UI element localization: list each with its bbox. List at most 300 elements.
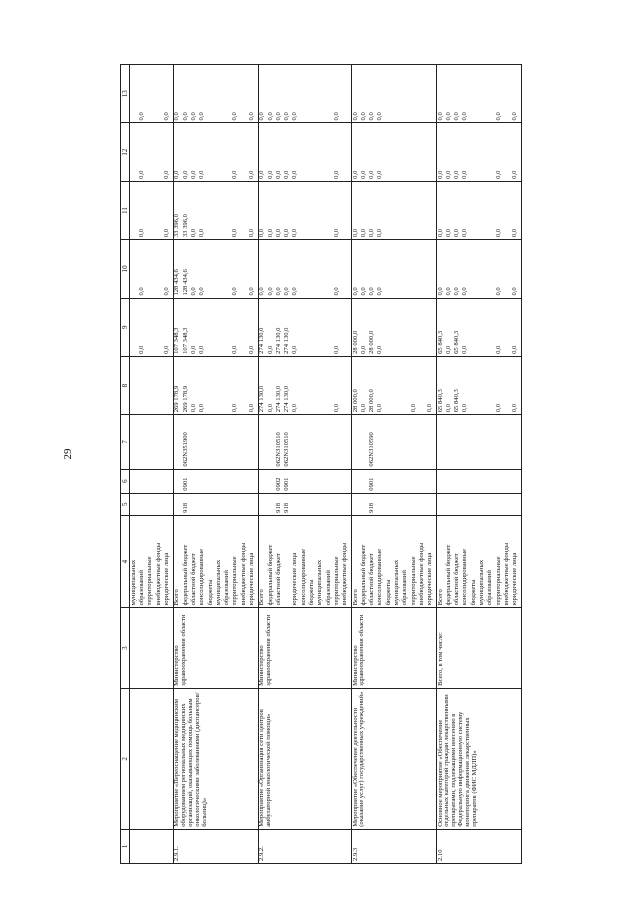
- code-cell-grbs-line: [479, 496, 487, 513]
- code-cell-grbs-line: [512, 496, 520, 513]
- amount-cell-c9-line: [427, 301, 435, 354]
- amount-cell-c9-line: 0,0: [138, 345, 146, 354]
- funding-source-cell-line: Всего: [351, 589, 359, 606]
- code-cell-grbs-line: 918: [274, 502, 282, 513]
- code-cell-grbs-line: [249, 496, 257, 513]
- amount-cell-c12-line: 0,0: [258, 170, 266, 179]
- amount-cell-c8: [437, 356, 522, 414]
- amount-cell-c13-line: [216, 67, 224, 120]
- amount-cell-c8-line: 269 178,9: [173, 385, 181, 413]
- amount-cell-c9-line: [216, 301, 224, 354]
- code-cell-csr-line: [471, 417, 479, 466]
- amount-cell-c12-line: 0,0: [436, 170, 444, 179]
- code-cell-rzpr: [352, 469, 437, 493]
- amount-cell-c11-line: 0,0: [511, 228, 519, 238]
- funding-source-cell-line: внебюджетные фонды: [239, 542, 247, 606]
- amount-cell-c8-line: 274 130,0: [274, 385, 282, 413]
- funding-source-cell-line: муниципальных: [316, 559, 324, 606]
- amount-cell-c10-line: 0,0: [291, 287, 299, 296]
- amount-cell-c12: [437, 123, 522, 181]
- amount-cell-c12-line: [342, 125, 350, 178]
- amount-cell-c11-line: 0,0: [351, 228, 359, 238]
- amount-cell-c13-line: [419, 67, 427, 120]
- funding-source-cell: [352, 515, 437, 608]
- amount-cell-c8-line: 0,0: [444, 404, 452, 413]
- amount-cell-c11-line: [411, 184, 419, 237]
- amount-cell-c10-line: [208, 242, 216, 295]
- amount-cell-c10-line: [479, 242, 487, 295]
- code-cell-rzpr-line: [462, 472, 470, 491]
- amount-cell-c12-line: [394, 125, 402, 178]
- amount-cell-c12-line: 0,0: [453, 170, 461, 179]
- amount-cell-c11-line: [317, 184, 325, 237]
- column-header-12: 12: [121, 123, 130, 181]
- amount-cell-c12-line: 0,0: [351, 170, 359, 179]
- amount-cell-c13-line: 0,0: [376, 112, 384, 121]
- table-row: [437, 65, 522, 864]
- code-cell-grbs-line: [394, 496, 402, 513]
- amount-cell-c12-line: 0,0: [231, 170, 239, 179]
- amount-cell-c11-line: 0,0: [258, 228, 266, 238]
- funding-source-cell-line: областной бюджет: [189, 553, 197, 606]
- code-cell-csr: [352, 415, 437, 469]
- amount-cell-c12-line: [427, 125, 435, 178]
- amount-cell-c12-line: 0,0: [274, 170, 282, 179]
- column-header-10: 10: [121, 240, 130, 298]
- amount-cell-c8-line: 0,0: [511, 404, 519, 413]
- funding-source-cell-line: юридические лица: [291, 552, 299, 606]
- amount-cell-c11-line: [208, 184, 216, 237]
- amount-cell-c11-line: 0,0: [436, 228, 444, 238]
- column-header-6: 6: [121, 469, 130, 493]
- empty-cell: [130, 608, 173, 689]
- amount-cell-c12-line: 0,0: [291, 170, 299, 179]
- code-cell-rzpr-line: [317, 472, 325, 491]
- amount-cell-c10: [437, 240, 522, 298]
- amount-cell-c9-line: 107 348,3: [181, 327, 189, 354]
- amount-cell-c8-line: 274 130,0: [258, 385, 266, 413]
- amount-cell-c11-line: 0,0: [248, 228, 255, 238]
- code-cell-csr-line: [394, 417, 402, 466]
- amount-cell-c10-line: 0,0: [138, 287, 146, 296]
- amount-cell-c9: [437, 298, 522, 356]
- funding-source-cell-line: бюджеты: [469, 579, 477, 606]
- measure-name: Мероприятие «Обеспечение деятельности (оказание услуг) государственных учреждений»: [352, 688, 437, 829]
- code-cell-rzpr-line: [504, 472, 512, 491]
- amount-cell-c10-line: 0,0: [351, 287, 359, 296]
- amount-cell-c10-line: [471, 242, 479, 295]
- amount-cell-c11-line: 0,0: [368, 228, 376, 238]
- amount-cell-c10-line: 0,0: [368, 287, 376, 296]
- amount-cell-c12-line: 0,0: [376, 170, 384, 179]
- amount-cell-c9: [130, 298, 173, 356]
- code-cell-grbs-line: [454, 496, 462, 513]
- amount-cell-c8-line: [342, 359, 350, 412]
- amount-cell-c12-line: [208, 125, 216, 178]
- amount-cell-c12-line: 0,0: [368, 170, 376, 179]
- amount-cell-c9-line: [411, 301, 419, 354]
- code-cell-csr-line: [309, 417, 317, 466]
- amount-cell-c11-line: 0,0: [444, 228, 452, 238]
- amount-cell-c13-line: [479, 67, 487, 120]
- code-cell-rzpr-line: [446, 472, 454, 491]
- row-number: 2.9.3: [352, 829, 437, 863]
- amount-cell-c8-line: 0,0: [376, 404, 384, 413]
- amount-cell-c13-line: 0,0: [461, 112, 469, 121]
- amount-cell-c10-line: 0,0: [258, 287, 266, 296]
- funding-source-cell-line: внебюджетные фонды: [502, 542, 510, 606]
- amount-cell-c11-line: 0,0: [274, 228, 282, 238]
- amount-cell-c12-line: [317, 125, 325, 178]
- funding-source-cell-line: бюджеты: [206, 579, 214, 606]
- code-cell-rzpr-line: [249, 472, 257, 491]
- amount-cell-c13-line: 0,0: [198, 112, 206, 121]
- code-cell-rzpr-line: [454, 472, 462, 491]
- code-cell-csr-line: [496, 417, 504, 466]
- amount-cell-c8-line: 0,0: [359, 404, 367, 413]
- amount-cell-c10-line: 0,0: [189, 287, 197, 296]
- amount-cell-c11-line: 0,0: [332, 228, 340, 238]
- amount-cell-c11-line: [309, 184, 317, 237]
- amount-cell-c10-line: [386, 242, 394, 295]
- amount-cell-c9-line: 28 000,0: [368, 330, 376, 354]
- column-header-4: 4: [121, 515, 130, 608]
- code-cell-csr-line: [462, 417, 470, 466]
- amount-cell-c12-line: [309, 125, 317, 178]
- code-cell-rzpr-line: [342, 472, 350, 491]
- amount-cell-c11: [173, 181, 258, 239]
- amount-cell-c9: [173, 298, 258, 356]
- funding-source-cell-line: консолидированные: [376, 548, 384, 606]
- funding-source-cell-line: территориальные: [332, 556, 340, 606]
- empty-cell: [130, 688, 173, 829]
- code-cell-csr: [173, 415, 258, 469]
- amount-cell-c9-line: 274 130,0: [258, 327, 266, 354]
- code-cell-rzpr-line: [496, 472, 504, 491]
- amount-cell-c10-line: [216, 242, 224, 295]
- funding-source-cell-line: юридические лица: [163, 552, 171, 606]
- amount-cell-c9-line: 0,0: [266, 345, 274, 354]
- amount-cell-c10-line: 0,0: [283, 287, 291, 296]
- amount-cell-c12-line: 0,0: [163, 170, 171, 179]
- amount-cell-c13-line: 0,0: [359, 112, 367, 121]
- responsible-executor: Всего, в том числе:: [437, 608, 522, 689]
- amount-cell-c8-line: [386, 359, 394, 412]
- code-cell-csr-line: [216, 417, 224, 466]
- code-cell-grbs-line: [496, 496, 504, 513]
- amount-cell-c9-line: 274 130,0: [274, 327, 282, 354]
- amount-cell-c8-line: 0,0: [198, 404, 206, 413]
- code-cell-grbs-line: [216, 496, 224, 513]
- amount-cell-c13-line: 0,0: [453, 112, 461, 121]
- code-cell-rzpr-line: 0901: [181, 477, 189, 491]
- amount-cell-c12: [258, 123, 351, 181]
- amount-cell-c13: [258, 65, 351, 123]
- row-number: 2.10: [437, 829, 522, 863]
- amount-cell-c12-line: 0,0: [332, 170, 340, 179]
- amount-cell-c11-line: [419, 184, 427, 237]
- code-cell-grbs: [173, 493, 258, 515]
- funding-source-cell-line: образований: [324, 570, 332, 606]
- amount-cell-c13-line: [411, 67, 419, 120]
- code-cell-grbs-line: [342, 496, 350, 513]
- amount-cell-c8-line: [394, 359, 402, 412]
- amount-cell-c13: [352, 65, 437, 123]
- amount-cell-c8: [352, 356, 437, 414]
- amount-cell-c13-line: 0,0: [248, 112, 255, 121]
- amount-cell-c10: [130, 240, 173, 298]
- amount-cell-c10-line: [394, 242, 402, 295]
- amount-cell-c9-line: 28 000,0: [351, 330, 359, 354]
- funding-source-cell-line: Всего: [258, 589, 266, 606]
- page-number: 29: [62, 448, 74, 460]
- code-cell-grbs-line: [232, 496, 240, 513]
- amount-cell-c8-line: 65 840,3: [453, 389, 461, 413]
- code-cell-csr: [258, 415, 351, 469]
- code-cell-rzpr-line: 0901: [283, 477, 291, 491]
- amount-cell-c12-line: 0,0: [444, 170, 452, 179]
- code-cell-grbs-line: [259, 496, 267, 513]
- code-cell-rzpr: [173, 469, 258, 493]
- amount-cell-c13-line: 0,0: [173, 112, 181, 121]
- amount-cell-c12-line: 0,0: [189, 170, 197, 179]
- amount-cell-c10-line: 0,0: [274, 287, 282, 296]
- funding-source-cell: [130, 515, 173, 608]
- funding-source-cell-line: областной бюджет: [453, 553, 461, 606]
- table-row: [352, 65, 437, 864]
- column-header-3: 3: [121, 608, 130, 689]
- table-header: [121, 65, 130, 864]
- amount-cell-c9-line: [402, 301, 410, 354]
- amount-cell-c8: [258, 356, 351, 414]
- amount-cell-c9-line: 0,0: [189, 345, 197, 354]
- amount-cell-c12: [173, 123, 258, 181]
- amount-cell-c8-line: 0,0: [231, 404, 239, 413]
- amount-cell-c9-line: [309, 301, 317, 354]
- code-cell-csr-line: [454, 417, 462, 466]
- amount-cell-c8-line: [479, 359, 487, 412]
- funding-source-cell-line: федеральный бюджет: [266, 544, 274, 606]
- amount-cell-c9-line: [208, 301, 216, 354]
- amount-cell-c9-line: [147, 301, 155, 354]
- amount-cell-c11-line: [471, 184, 479, 237]
- code-cell-grbs-line: [199, 496, 207, 513]
- code-cell-csr-line: [411, 417, 419, 466]
- code-cell-rzpr-line: [487, 472, 495, 491]
- amount-cell-c10-line: [342, 242, 350, 295]
- amount-cell-c11-line: 0,0: [231, 228, 239, 238]
- code-cell-rzpr-line: [292, 472, 300, 491]
- code-cell-rzpr-line: [427, 472, 435, 491]
- budget-table: [120, 64, 522, 864]
- table-row-continuation: [130, 65, 173, 864]
- amount-cell-c10-line: 0,0: [359, 287, 367, 296]
- code-cell-rzpr-line: [353, 472, 361, 491]
- code-cell-rzpr-line: [216, 472, 224, 491]
- code-cell-grbs-line: [317, 496, 325, 513]
- funding-source-cell-line: муниципальных: [129, 559, 137, 606]
- code-cell-csr-line: [353, 417, 361, 466]
- code-cell-csr-line: [199, 417, 207, 466]
- code-cell-csr-line: [334, 417, 342, 466]
- amount-cell-c8-line: [471, 359, 479, 412]
- funding-source-cell: [173, 515, 258, 608]
- funding-source-cell-line: территориальные: [494, 556, 502, 606]
- amount-cell-c13-line: [386, 67, 394, 120]
- amount-cell-c12-line: 0,0: [511, 170, 519, 179]
- amount-cell-c9-line: 0,0: [163, 345, 171, 354]
- amount-cell-c10-line: 0,0: [511, 287, 519, 296]
- amount-cell-c10-line: 0,0: [453, 287, 461, 296]
- code-cell-rzpr-line: [301, 472, 309, 491]
- code-cell-csr-line: [241, 417, 249, 466]
- funding-source-cell: [258, 515, 351, 608]
- amount-cell-c13: [173, 65, 258, 123]
- amount-cell-c11-line: 0,0: [138, 228, 146, 238]
- funding-source-cell-line: Всего: [436, 589, 444, 606]
- code-cell-grbs-line: [438, 496, 446, 513]
- empty-cell: [130, 493, 173, 515]
- code-cell-grbs-line: [208, 496, 216, 513]
- code-cell-grbs-line: [309, 496, 317, 513]
- column-header-9: 9: [121, 298, 130, 356]
- amount-cell-c9-line: 0,0: [332, 345, 340, 354]
- amount-cell-c13-line: 0,0: [283, 112, 291, 121]
- code-cell-csr-line: [512, 417, 520, 466]
- empty-cell: [130, 415, 173, 469]
- amount-cell-c9: [352, 298, 437, 356]
- code-cell-csr-line: [419, 417, 427, 466]
- amount-cell-c9-line: 0,0: [231, 345, 239, 354]
- funding-source-cell-line: муниципальных: [478, 559, 486, 606]
- amount-cell-c13-line: 0,0: [351, 112, 359, 121]
- amount-cell-c11-line: 0,0: [291, 228, 299, 238]
- amount-cell-c11-line: 0,0: [461, 228, 469, 238]
- funding-source-cell-line: внебюджетные фонды: [341, 542, 349, 606]
- funding-source-cell-line: юридические лица: [248, 552, 255, 606]
- code-cell-grbs: [352, 493, 437, 515]
- amount-cell-c8-line: 0,0: [248, 404, 255, 413]
- amount-cell-c13-line: 0,0: [163, 112, 171, 121]
- funding-source-cell-line: образований: [486, 570, 494, 606]
- table-row: [173, 65, 258, 864]
- amount-cell-c9-line: 0,0: [291, 345, 299, 354]
- amount-cell-c13-line: 0,0: [258, 112, 266, 121]
- funding-source-cell-line: федеральный бюджет: [181, 544, 189, 606]
- code-cell-rzpr-line: [394, 472, 402, 491]
- column-header-1: 1: [121, 829, 130, 863]
- amount-cell-c13-line: [471, 67, 479, 120]
- amount-cell-c13-line: 0,0: [368, 112, 376, 121]
- amount-cell-c8-line: 0,0: [189, 404, 197, 413]
- amount-cell-c12-line: [216, 125, 224, 178]
- code-cell-grbs-line: [326, 496, 334, 513]
- code-cell-grbs-line: [292, 496, 300, 513]
- code-cell-csr: [437, 415, 522, 469]
- funding-source-cell-line: муниципальных: [214, 559, 222, 606]
- amount-cell-c9-line: [419, 301, 427, 354]
- amount-cell-c9-line: 65 840,3: [436, 330, 444, 354]
- code-cell-rzpr-line: [386, 472, 394, 491]
- amount-cell-c13-line: [427, 67, 435, 120]
- code-cell-csr-line: [342, 417, 350, 466]
- amount-cell-c13-line: 0,0: [436, 112, 444, 121]
- amount-cell-c11-line: 0,0: [189, 228, 197, 238]
- amount-cell-c8-line: [208, 359, 216, 412]
- amount-cell-c12-line: 0,0: [138, 170, 146, 179]
- code-cell-csr-line: [377, 417, 385, 466]
- amount-cell-c10-line: 0,0: [163, 287, 171, 296]
- code-cell-csr-line: [438, 417, 446, 466]
- amount-cell-c9-line: [301, 301, 309, 354]
- code-cell-csr-line: [208, 417, 216, 466]
- amount-cell-c13-line: 0,0: [274, 112, 282, 121]
- code-cell-csr-line: [301, 417, 309, 466]
- amount-cell-c8-line: 0,0: [291, 404, 299, 413]
- code-cell-rzpr-line: [199, 472, 207, 491]
- amount-cell-c9-line: 107 348,3: [173, 327, 181, 354]
- amount-cell-c8-line: 269 178,9: [181, 385, 189, 413]
- funding-source-cell-line: федеральный бюджет: [359, 544, 367, 606]
- code-cell-rzpr-line: [191, 472, 199, 491]
- responsible-executor: Министерство здравоохранения области: [173, 608, 258, 689]
- amount-cell-c12-line: 0,0: [198, 170, 206, 179]
- amount-cell-c11-line: 0,0: [266, 228, 274, 238]
- amount-cell-c8-line: 0,0: [494, 404, 502, 413]
- amount-cell-c8-line: [317, 359, 325, 412]
- code-cell-grbs-line: [191, 496, 199, 513]
- funding-source-cell-line: бюджеты: [384, 579, 392, 606]
- amount-cell-c9-line: 0,0: [359, 345, 367, 354]
- code-cell-csr-line: [504, 417, 512, 466]
- column-header-7: 7: [121, 415, 130, 469]
- code-cell-csr-line: [249, 417, 257, 466]
- amount-cell-c11-line: 33 396,0: [181, 214, 189, 238]
- amount-cell-c11-line: [402, 184, 410, 237]
- amount-cell-c13-line: 0,0: [181, 112, 189, 121]
- amount-cell-c10-line: 0,0: [444, 287, 452, 296]
- code-cell-grbs-line: [462, 496, 470, 513]
- amount-cell-c13: [437, 65, 522, 123]
- amount-cell-c11-line: [342, 184, 350, 237]
- amount-cell-c10-line: 0,0: [494, 287, 502, 296]
- funding-source-cell-line: Всего: [173, 589, 181, 606]
- amount-cell-c12-line: 0,0: [181, 170, 189, 179]
- amount-cell-c10-line: 0,0: [436, 287, 444, 296]
- amount-cell-c9-line: 274 130,0: [283, 327, 291, 354]
- amount-cell-c9-line: [394, 301, 402, 354]
- amount-cell-c12-line: [419, 125, 427, 178]
- code-cell-rzpr-line: [241, 472, 249, 491]
- code-cell-csr-line: 062N310510: [283, 432, 291, 467]
- code-cell-rzpr-line: [208, 472, 216, 491]
- amount-cell-c13-line: [147, 67, 155, 120]
- row-number: 2.9.2.: [258, 829, 351, 863]
- amount-cell-c12-line: [471, 125, 479, 178]
- amount-cell-c8-line: [216, 359, 224, 412]
- amount-cell-c13-line: 0,0: [511, 112, 519, 121]
- amount-cell-c13-line: 0,0: [138, 112, 146, 121]
- funding-source-cell-line: юридические лица: [426, 552, 434, 606]
- amount-cell-c12-line: [402, 125, 410, 178]
- amount-cell-c9: [258, 298, 351, 356]
- amount-cell-c13-line: 0,0: [189, 112, 197, 121]
- amount-cell-c10-line: 0,0: [248, 287, 255, 296]
- code-cell-csr-line: 062N351900: [181, 432, 189, 467]
- amount-cell-c9-line: [342, 301, 350, 354]
- amount-cell-c10-line: [301, 242, 309, 295]
- code-cell-rzpr-line: [334, 472, 342, 491]
